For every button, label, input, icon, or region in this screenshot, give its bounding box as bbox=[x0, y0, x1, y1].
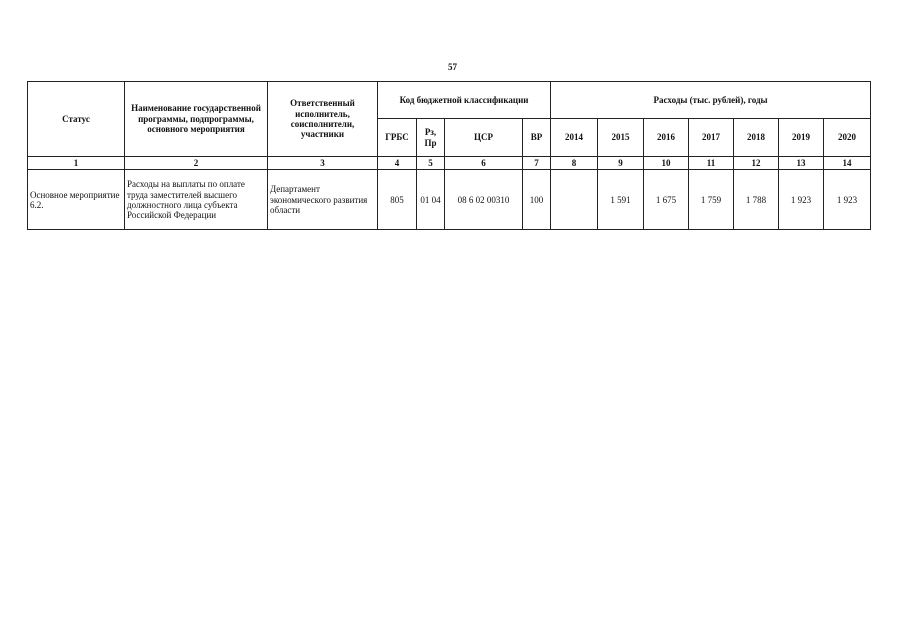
cell-value: 1 759 bbox=[689, 170, 734, 230]
budget-table bbox=[27, 81, 871, 230]
cell-status: Основное мероприятие 6.2. bbox=[28, 170, 125, 230]
column-number: 5 bbox=[417, 157, 445, 170]
page-number: 57 bbox=[448, 62, 457, 72]
column-number: 7 bbox=[523, 157, 551, 170]
cell-value: 1 788 bbox=[734, 170, 779, 230]
column-number: 2 bbox=[125, 157, 268, 170]
header-status: Статус bbox=[28, 82, 125, 157]
column-number: 1 bbox=[28, 157, 125, 170]
header-vr: ВР bbox=[523, 119, 551, 157]
column-number: 3 bbox=[268, 157, 378, 170]
column-number-row bbox=[28, 157, 871, 170]
table-row bbox=[28, 170, 871, 230]
header-expenses: Расходы (тыс. рублей), годы bbox=[551, 82, 871, 119]
column-number: 11 bbox=[689, 157, 734, 170]
column-number: 9 bbox=[598, 157, 644, 170]
cell-value: 1 675 bbox=[644, 170, 689, 230]
column-number: 10 bbox=[644, 157, 689, 170]
cell-vr: 100 bbox=[523, 170, 551, 230]
column-number: 14 bbox=[824, 157, 871, 170]
header-executor: Ответственный исполнитель, соисполнители, участники bbox=[268, 82, 378, 157]
cell-value: 1 591 bbox=[598, 170, 644, 230]
cell-rz-pr: 01 04 bbox=[417, 170, 445, 230]
column-number: 12 bbox=[734, 157, 779, 170]
header-row bbox=[28, 82, 871, 119]
column-number: 13 bbox=[779, 157, 824, 170]
cell-value: 1 923 bbox=[779, 170, 824, 230]
column-number: 4 bbox=[378, 157, 417, 170]
header-csr: ЦСР bbox=[445, 119, 523, 157]
header-year: 2019 bbox=[779, 119, 824, 157]
header-grbs: ГРБС bbox=[378, 119, 417, 157]
header-budget-code: Код бюджетной классификации bbox=[378, 82, 551, 119]
column-number: 8 bbox=[551, 157, 598, 170]
cell-executor: Департамент экономического развития области bbox=[268, 170, 378, 230]
header-year: 2018 bbox=[734, 119, 779, 157]
header-year: 2016 bbox=[644, 119, 689, 157]
header-year: 2017 bbox=[689, 119, 734, 157]
header-year: 2014 bbox=[551, 119, 598, 157]
cell-value: 1 923 bbox=[824, 170, 871, 230]
cell-csr: 08 6 02 00310 bbox=[445, 170, 523, 230]
header-rz-pr: Рз, Пр bbox=[417, 119, 445, 157]
column-number: 6 bbox=[445, 157, 523, 170]
cell-value bbox=[551, 170, 598, 230]
header-year: 2020 bbox=[824, 119, 871, 157]
cell-name: Расходы на выплаты по оплате труда заместителей высшего должностного лица субъекта Российской Федерации bbox=[125, 170, 268, 230]
header-name: Наименование государственной программы, подпрограммы, основного мероприятия bbox=[125, 82, 268, 157]
cell-grbs: 805 bbox=[378, 170, 417, 230]
header-year: 2015 bbox=[598, 119, 644, 157]
